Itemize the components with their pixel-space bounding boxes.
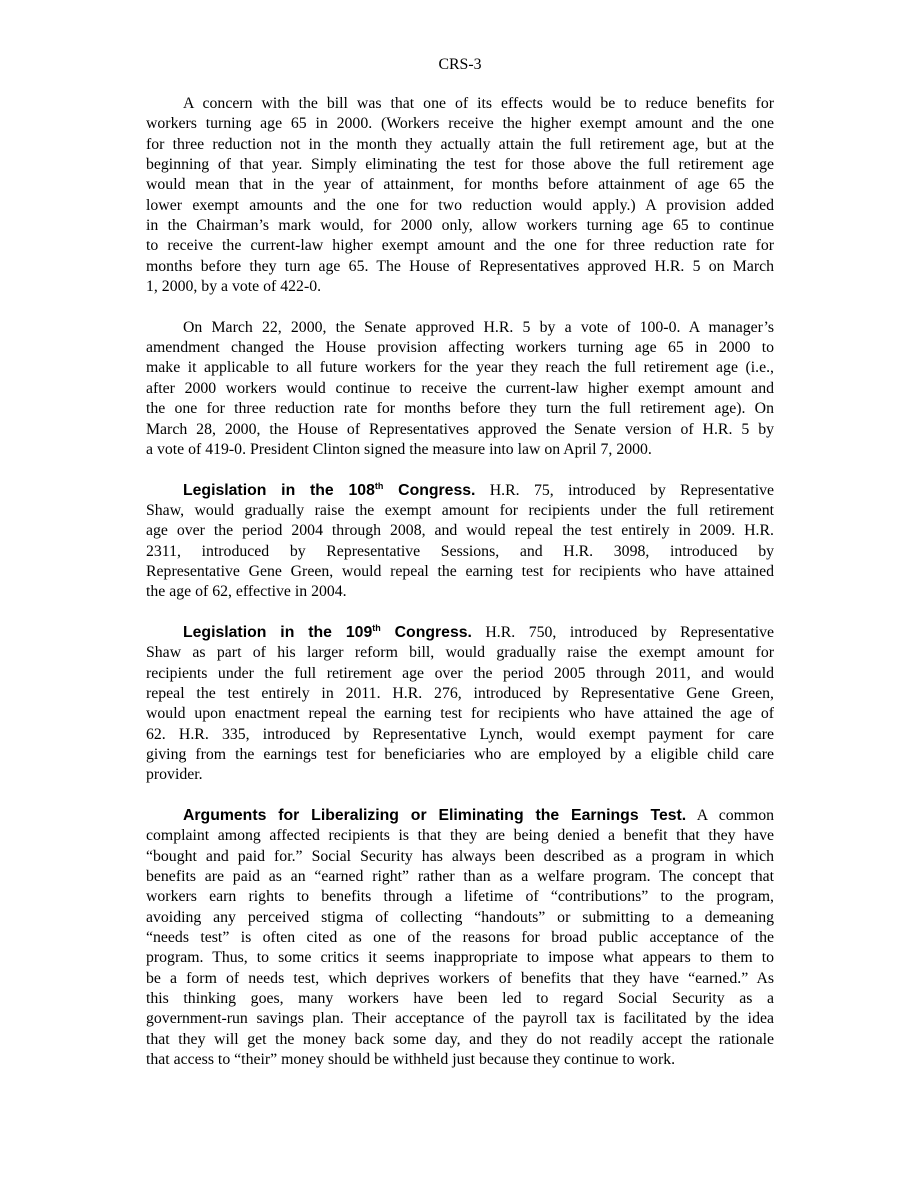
text-line (146, 745, 774, 765)
text-line (146, 765, 774, 785)
text-line (146, 196, 774, 216)
text-line (146, 318, 774, 338)
line-text: program. Thus, to some critics it seems inappropriate to impose what appears to them to (146, 949, 774, 967)
text-line (146, 867, 774, 887)
heading-text-end: Congress. (383, 481, 476, 499)
document-body (146, 94, 774, 1091)
line-text: workers turning age 65 in 2000. (Workers receive the higher exempt amount and the one (146, 115, 774, 133)
line-text: 62. H.R. 335, introduced by Representative Lynch, would exempt payment for care (146, 725, 774, 743)
line-text: avoiding any perceived stigma of collecting “handouts” or submitting to a demeaning (146, 908, 774, 926)
line-text: for three reduction not in the month they actually attain the full retirement age, but at the (146, 135, 774, 153)
line-text: this thinking goes, many workers have been led to regard Social Security as a (146, 990, 774, 1008)
heading-superscript: th (372, 622, 381, 633)
line-text: A common (696, 807, 774, 825)
text-line (146, 806, 774, 826)
heading-superscript: th (374, 480, 384, 491)
line-text: age over the period 2004 through 2008, and would repeal the test entirely in 2009. H.R. (146, 522, 774, 540)
text-line (146, 94, 774, 114)
line-text: lower exempt amounts and the one for two reduction would apply.) A provision added (146, 196, 774, 214)
text-line (146, 399, 774, 419)
text-line (146, 257, 774, 277)
text-line (146, 114, 774, 134)
text-line (146, 582, 774, 602)
section-paragraph (146, 806, 774, 1070)
line-text: amendment changed the House provision affecting workers turning age 65 in 2000 to (146, 339, 774, 357)
text-line (146, 704, 774, 724)
line-text: complaint among affected recipients is that they are being denied a benefit that they have (146, 827, 774, 845)
text-line (146, 481, 774, 501)
body-paragraph (146, 318, 774, 460)
section-paragraph (146, 481, 774, 603)
heading-text: Legislation in the 108 (183, 481, 375, 499)
text-line (146, 826, 774, 846)
heading-text: Legislation in the 109 (183, 623, 373, 641)
line-text: A concern with the bill was that one of its effects would be to reduce benefits for (183, 95, 774, 112)
line-text: March 28, 2000, the House of Representatives approved the Senate version of H.R. 5 by (146, 420, 774, 438)
line-text: On March 22, 2000, the Senate approved H.R. 5 by a vote of 100-0. A manager’s (183, 318, 774, 336)
text-line (146, 684, 774, 704)
line-text: the age of 62, effective in 2004. (146, 583, 347, 601)
line-text: to receive the current-law higher exempt amount and the one for three reduction rate for (146, 237, 774, 255)
text-line (146, 379, 774, 399)
line-text: a vote of 419-0. President Clinton signed the measure into law on April 7, 2000. (146, 440, 652, 458)
line-text: after 2000 workers would continue to receive the current-law higher exempt amount and (146, 379, 774, 397)
text-line (146, 277, 774, 297)
text-line (146, 236, 774, 256)
text-line (146, 420, 774, 440)
page-header: CRS-3 (438, 56, 482, 73)
line-text: H.R. 75, introduced by Representative (489, 481, 774, 499)
line-text: Representative Gene Green, would repeal the earning test for recipients who have attained (146, 562, 774, 580)
text-line (146, 928, 774, 948)
line-text: “bought and paid for.” Social Security has always been described as a program in which (146, 847, 774, 865)
text-line (146, 542, 774, 562)
line-text: H.R. 750, introduced by Representative (485, 623, 775, 641)
text-line (146, 1050, 774, 1070)
text-line (146, 175, 774, 195)
text-line (146, 1030, 774, 1050)
text-line (146, 1009, 774, 1029)
line-text: recipients under the full retirement age over the period 2005 through 2011, and would (146, 664, 774, 682)
text-line (146, 989, 774, 1009)
text-line (146, 338, 774, 358)
text-line (146, 725, 774, 745)
line-text: that they will get the money back some day, and they do not readily accept the rationale (146, 1030, 774, 1048)
text-line (146, 847, 774, 867)
text-line (146, 623, 774, 643)
line-text: giving from the earnings test for beneficiaries who are employed by a eligible child care (146, 746, 774, 763)
line-text: benefits are paid as an “earned right” rather than as a welfare program. The concept that (146, 868, 774, 886)
text-line (146, 969, 774, 989)
text-line (146, 887, 774, 907)
text-line (146, 358, 774, 378)
line-text: make it applicable to all future workers for the year they reach the full retirement age (i.e., (146, 359, 774, 377)
text-line (146, 521, 774, 541)
section-paragraph (146, 623, 774, 786)
text-line (146, 216, 774, 236)
text-line (146, 643, 774, 663)
line-text: repeal the test entirely in 2011. H.R. 276, introduced by Representative Gene Green, (146, 684, 774, 702)
text-line (146, 135, 774, 155)
line-text: that access to “their” money should be withheld just because they continue to work. (146, 1051, 676, 1069)
heading-text: Arguments for Liberalizing or Eliminating the Earnings Test. (183, 807, 687, 825)
line-text: months before they turn age 65. The House of Representatives approved H.R. 5 on March (146, 257, 774, 275)
line-text: would mean that in the year of attainment, for months before attainment of age 65 the (146, 176, 774, 194)
line-text: provider. (146, 766, 203, 784)
line-text: government-run savings plan. Their acceptance of the payroll tax is facilitated by the idea (146, 1010, 774, 1028)
run-in-heading (183, 624, 472, 641)
body-paragraph (146, 94, 774, 297)
line-text: be a form of needs test, which deprives workers of benefits that they have “earned.” As (146, 969, 774, 987)
heading-text-end: Congress. (380, 623, 472, 641)
line-text: “needs test” is often cited as one of the reasons for broad public acceptance of the (146, 929, 774, 947)
line-text: Shaw as part of his larger reform bill, would gradually raise the exempt amount for (146, 644, 774, 662)
line-text: workers earn rights to benefits through a lifetime of “contributions” to the program, (146, 888, 774, 906)
text-line (146, 664, 774, 684)
line-text: Shaw, would gradually raise the exempt amount for recipients under the full retirement (146, 501, 774, 519)
run-in-heading (183, 807, 686, 824)
line-text: the one for three reduction rate for months before they turn the full retirement age). On (146, 400, 774, 418)
text-line (146, 440, 774, 460)
text-line (146, 501, 774, 521)
run-in-heading (183, 482, 475, 499)
line-text: 2311, introduced by Representative Sessions, and H.R. 3098, introduced by (146, 542, 774, 560)
text-line (146, 948, 774, 968)
text-line (146, 155, 774, 175)
line-text: in the Chairman’s mark would, for 2000 only, allow workers turning age 65 to continue (146, 217, 774, 235)
text-line (146, 908, 774, 928)
line-text: 1, 2000, by a vote of 422-0. (146, 278, 322, 296)
text-line (146, 562, 774, 582)
line-text: would upon enactment repeal the earning test for recipients who have attained the age of (146, 705, 774, 723)
line-text: beginning of that year. Simply eliminating the test for those above the full retirement age (146, 156, 774, 174)
